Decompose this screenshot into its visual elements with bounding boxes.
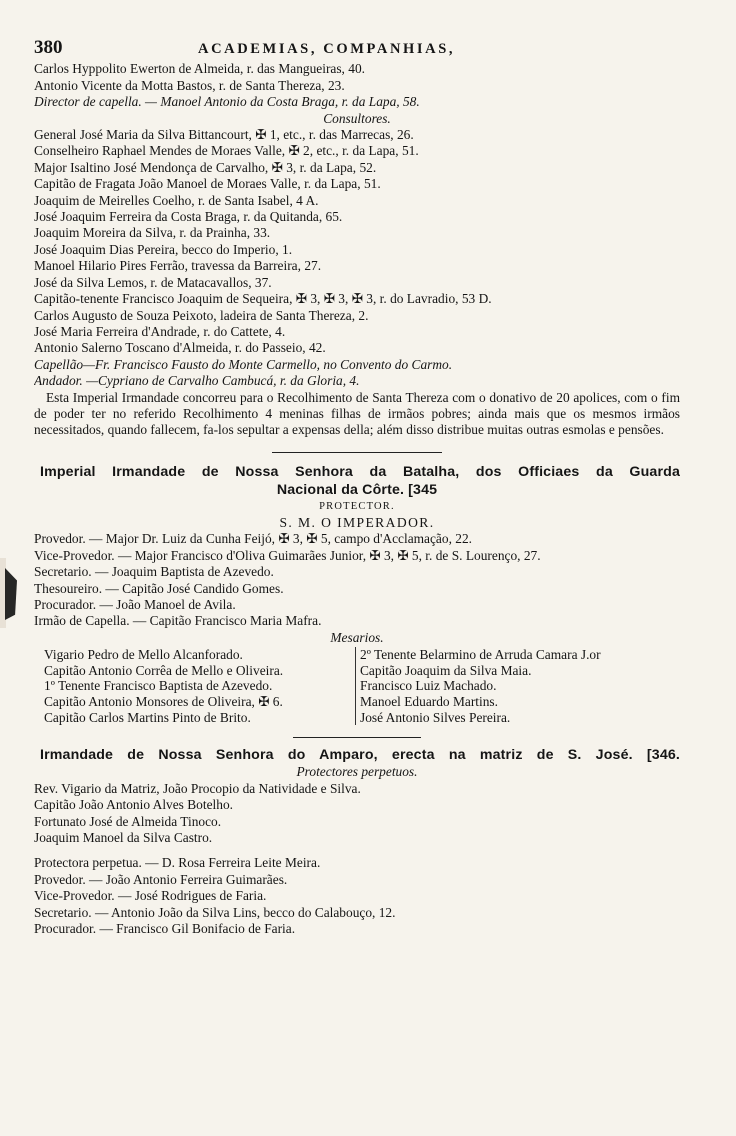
- top-entry-list: [34, 61, 680, 110]
- consultores-heading: Consultores.: [323, 110, 391, 126]
- batalha-title-line-2: Nacional da Côrte. [345: [276, 481, 438, 498]
- running-head: ACADEMIAS, COMPANHIAS,: [198, 41, 456, 57]
- mesario-line: Capitão Joaquim da Silva Maia.: [360, 662, 532, 678]
- donation-paragraph: Esta Imperial Irmandade concorreu para o Recolhimento de Santa Thereza com o donativo de 20 apolices, com o fim de poder ter no referido Recolhimento 4 meninas filhas de irmãos pobres; ainda mais que os mesmos irmãos necessitados, quando fallecem, fa-los sepultar a expensas della; além disso distribue muitas outras esmolas e pensões.: [34, 389, 680, 437]
- consultor-line: Capitão de Fragata João Manoel de Moraes Valle, r. da Lapa, 51.: [34, 176, 381, 192]
- consultor-line: Capitão-tenente Francisco Joaquim de Sequeira, ✠ 3, ✠ 3, ✠ 3, r. do Lavradio, 53 D.: [34, 291, 492, 307]
- consultor-line: José Maria Ferreira d'Andrade, r. do Cattete, 4.: [34, 323, 286, 339]
- officer-line: Procurador. — Francisco Gil Bonifacio de Faria.: [34, 921, 296, 937]
- mesarios-left-column: [44, 647, 355, 725]
- officer-line: Irmão de Capella. — Capitão Francisco Maria Mafra.: [34, 613, 322, 629]
- protector-name: S. M. O IMPERADOR.: [279, 514, 435, 530]
- officer-line: Thesoureiro. — Capitão José Candido Gomes.: [34, 580, 284, 596]
- top-entry-line: Carlos Hyppolito Ewerton de Almeida, r. das Mangueiras, 40.: [34, 61, 365, 77]
- consultor-line: Antonio Salerno Toscano d'Almeida, r. do Passeio, 42.: [34, 340, 326, 356]
- protector-line: Rev. Vigario da Matriz, João Procopio da Natividade e Silva.: [34, 780, 361, 796]
- officer-line: Vice-Provedor. — José Rodrigues de Faria.: [34, 888, 267, 904]
- section-divider: [272, 452, 442, 453]
- mesario-line: Capitão Carlos Martins Pinto de Brito.: [44, 709, 251, 725]
- protectores-list: [34, 781, 680, 847]
- protector-line: Fortunato José de Almeida Tinoco.: [34, 813, 222, 829]
- officer-line: Provedor. — Major Dr. Luiz da Cunha Feijó, ✠ 3, ✠ 5, campo d'Acclamação, 22.: [34, 531, 473, 547]
- director-line: Director de capella. — Manoel Antonio da Costa Braga, r. da Lapa, 58.: [34, 94, 420, 110]
- consultor-line: Manoel Hilario Pires Ferrão, travessa da Barreira, 27.: [34, 258, 322, 274]
- chaplain-line: Capellão—Fr. Francisco Fausto do Monte Carmello, no Convento do Carmo.: [34, 356, 453, 372]
- consultor-line: General José Maria da Silva Bittancourt, ✠ 1, etc., r. das Marrecas, 26.: [34, 127, 414, 143]
- section-divider: [293, 737, 421, 738]
- amparo-title: Irmandade de Nossa Senhora do Amparo, erecta na matriz de S. José. [346.: [40, 747, 680, 764]
- mesario-line: Francisco Luiz Machado.: [360, 678, 497, 694]
- andador-line: Andador. —Cypriano de Carvalho Cambucá, r. da Gloria, 4.: [34, 373, 360, 389]
- consultor-line: Carlos Augusto de Souza Peixoto, ladeira de Santa Thereza, 2.: [34, 307, 369, 323]
- amparo-officers: [34, 855, 680, 938]
- binding-mark: [5, 568, 17, 620]
- spacer: [34, 847, 680, 855]
- protectores-heading: Protectores perpetuos.: [296, 764, 418, 780]
- mesario-line: Vigario Pedro de Mello Alcanforado.: [44, 647, 243, 663]
- protector-line: Joaquim Manoel da Silva Castro.: [34, 830, 213, 846]
- amparo-section: [34, 746, 680, 938]
- mesarios-right-column: [355, 647, 680, 725]
- page-number: 380: [34, 37, 63, 58]
- officer-line: Vice-Provedor. — Major Francisco d'Oliva Guimarães Junior, ✠ 3, ✠ 5, r. de S. Lourenço, 27.: [34, 547, 541, 563]
- consultor-line: Joaquim de Meirelles Coelho, r. de Santa Isabel, 4 A.: [34, 192, 319, 208]
- mesario-line: Capitão Antonio Corrêa de Mello e Oliveira.: [44, 662, 284, 678]
- protector-line: Capitão João Antonio Alves Botelho.: [34, 797, 233, 813]
- batalha-section: [34, 463, 680, 726]
- officer-line: Protectora perpetua. — D. Rosa Ferreira Leite Meira.: [34, 854, 321, 870]
- batalha-officers: [34, 531, 680, 629]
- mesario-line: José Antonio Silves Pereira.: [360, 709, 511, 725]
- mesario-line: Manoel Eduardo Martins.: [360, 693, 498, 709]
- consultor-line: Conselheiro Raphael Mendes de Moraes Valle, ✠ 2, etc., r. da Lapa, 51.: [34, 143, 419, 159]
- protector-label: PROTECTOR.: [319, 500, 395, 512]
- consultor-line: José Joaquim Dias Pereira, becco do Imperio, 1.: [34, 241, 293, 257]
- consultor-line: Joaquim Moreira da Silva, r. da Prainha, 33.: [34, 225, 271, 241]
- consultor-line: José da Silva Lemos, r. de Matacavallos, 37.: [34, 274, 272, 290]
- mesario-line: 1º Tenente Francisco Baptista de Azevedo.: [44, 678, 273, 694]
- consultor-line: Major Isaltino José Mendonça de Carvalho, ✠ 3, r. da Lapa, 52.: [34, 159, 377, 175]
- officer-line: Secretario. — Joaquim Baptista de Azevedo.: [34, 564, 274, 580]
- page-header: [34, 37, 680, 58]
- batalha-title-line-1: Imperial Irmandade de Nossa Senhora da Batalha, dos Officiaes da Guarda: [40, 463, 680, 480]
- mesario-line: 2º Tenente Belarmino de Arruda Camara J.or: [360, 647, 601, 663]
- consultor-line: José Joaquim Ferreira da Costa Braga, r. da Quitanda, 65.: [34, 209, 343, 225]
- mesarios-heading: Mesarios.: [330, 629, 384, 645]
- officer-line: Secretario. — Antonio João da Silva Lins, becco do Calabouço, 12.: [34, 904, 396, 920]
- consultores-list: [34, 127, 680, 390]
- mesarios-columns: [44, 647, 680, 725]
- top-entry-line: Antonio Vicente da Motta Bastos, r. de Santa Thereza, 23.: [34, 77, 345, 93]
- mesario-line: Capitão Antonio Monsores de Oliveira, ✠ 6.: [44, 693, 283, 709]
- officer-line: Procurador. — João Manoel de Avila.: [34, 596, 236, 612]
- officer-line: Provedor. — João Antonio Ferreira Guimarães.: [34, 871, 288, 887]
